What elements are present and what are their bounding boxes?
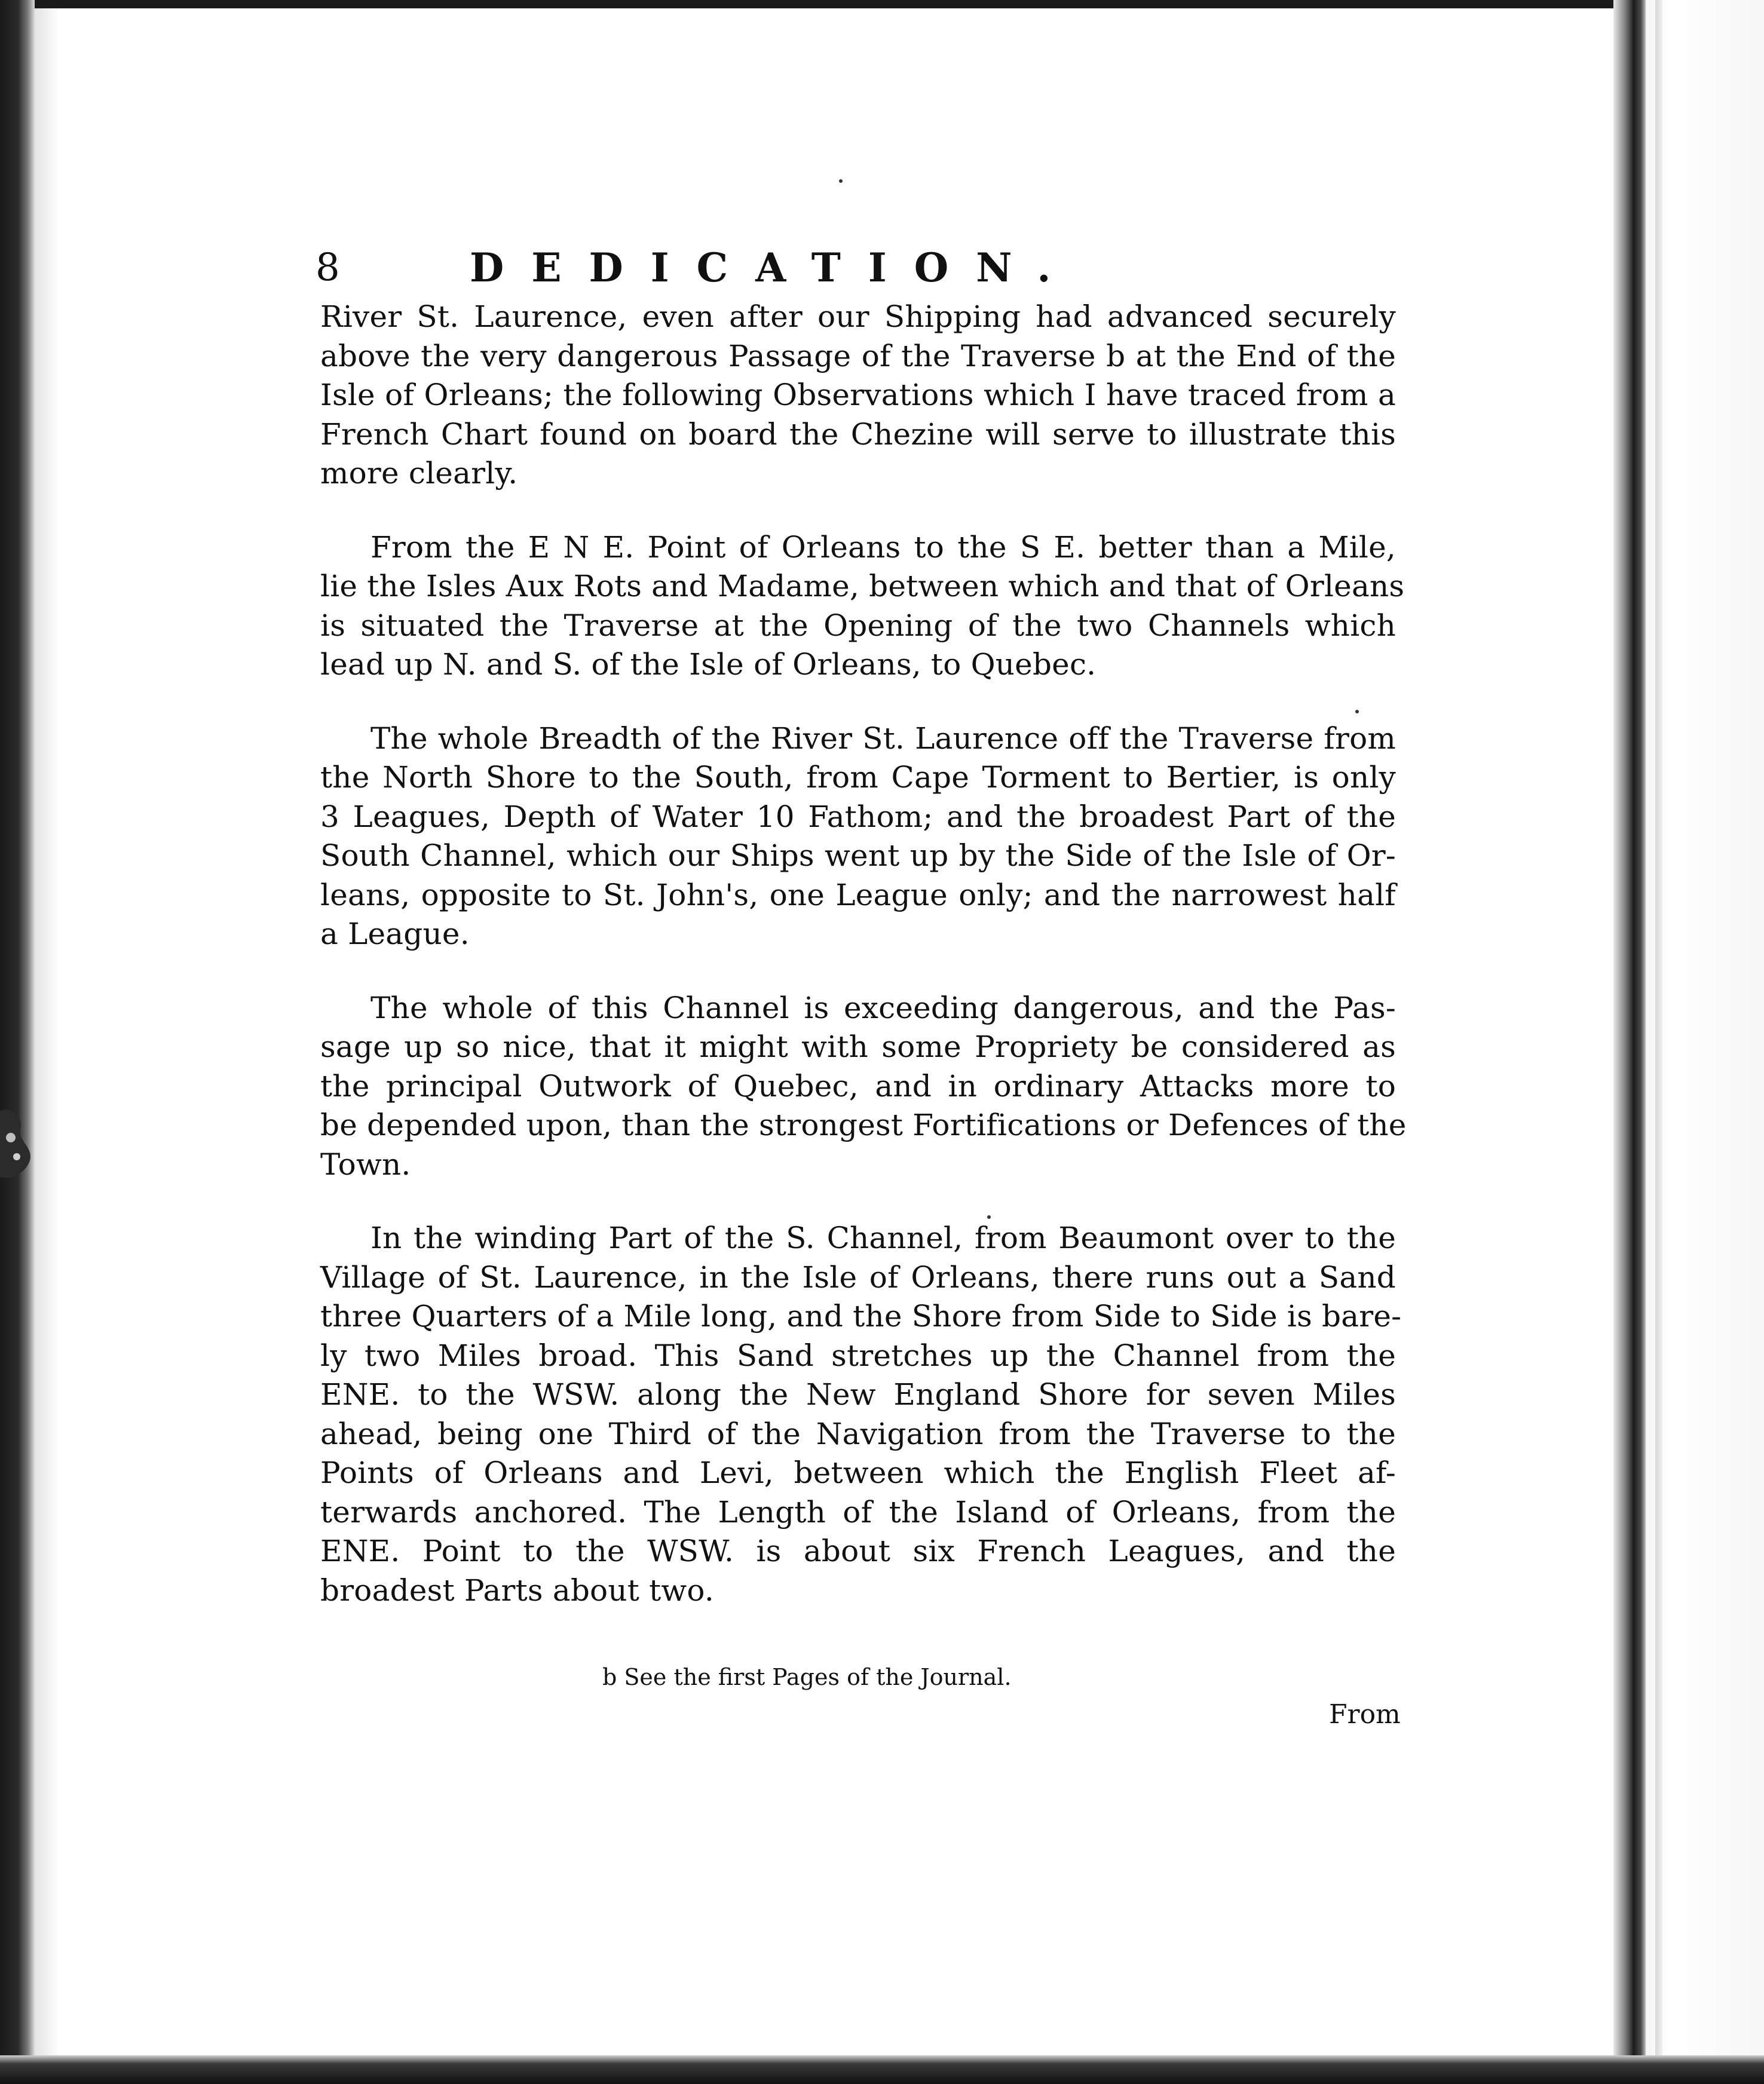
facing-page-edge (1655, 0, 1662, 2084)
text-line: sage up so nice, that it might with some Propriety be considered as (320, 1029, 1396, 1064)
paragraph (320, 719, 1396, 954)
text-line: three Quarters of a Mile long, and the Shore from Side to Side is bare- (320, 1299, 1402, 1334)
text-line: ahead, being one Third of the Navigation from the Traverse to the (320, 1416, 1396, 1451)
text-line: lead up N. and S. of the Isle of Orleans, to Quebec. (320, 647, 1097, 682)
text-line: In the winding Part of the S. Channel, from Beaumont over to the (370, 1221, 1396, 1255)
text-line: South Channel, which our Ships went up by the Side of the Isle of Or- (320, 838, 1396, 873)
paragraph (320, 298, 1396, 494)
text-line: ENE. Point to the WSW. is about six French Leagues, and the (320, 1534, 1396, 1568)
page-edge-shadow (35, 8, 59, 2055)
facing-page-strip (1646, 0, 1764, 2084)
text-line: terwards anchored. The Length of the Island of Orleans, from the (320, 1494, 1396, 1530)
footnote: b See the first Pages of the Journal. (602, 1664, 1012, 1690)
text-line: River St. Laurence, even after our Shipping had advanced securely (320, 299, 1396, 334)
page-header (316, 244, 1224, 292)
text-line: is situated the Traverse at the Opening of the two Channels which (320, 608, 1396, 643)
text-line: more clearly. (320, 456, 518, 491)
ink-blot-mark (0, 1105, 36, 1183)
book-spine-gutter (1613, 0, 1646, 2084)
page-number: 8 (316, 246, 340, 290)
text-line: the North Shore to the South, from Cape Torment to Bertier, is only (320, 760, 1396, 795)
print-speck (839, 179, 843, 183)
text-line: Points of Orleans and Levi, between which the English Fleet af- (320, 1455, 1396, 1490)
text-line: ly two Miles broad. This Sand stretches up the Channel from the (320, 1338, 1396, 1373)
text-line: lie the Isles Aux Rots and Madame, between which and that of Orleans (320, 569, 1405, 603)
paragraph (320, 1219, 1402, 1610)
text-line: The whole Breadth of the River St. Laurence off the Traverse from (370, 721, 1396, 756)
running-title: DEDICATION. (470, 244, 1079, 291)
print-speck (987, 1215, 991, 1219)
text-line: broadest Parts about two. (320, 1573, 714, 1608)
scan-border-left (0, 0, 35, 2084)
text-line: Town. (320, 1147, 411, 1182)
text-line: be depended upon, than the strongest Fortifications or Defences of the (320, 1108, 1407, 1142)
scan-border-top (0, 0, 1764, 8)
text-line: a League. (320, 917, 470, 951)
text-line: French Chart found on board the Chezine will serve to illustrate this (320, 416, 1396, 452)
paragraph (320, 989, 1407, 1185)
scan-border-bottom (0, 2055, 1764, 2084)
paragraph (320, 528, 1405, 685)
catchword: From (1329, 1699, 1401, 1730)
text-line: From the E N E. Point of Orleans to the S E. better than a Mile, (370, 529, 1396, 565)
text-line: The whole of this Channel is exceeding dangerous, and the Pas- (370, 990, 1396, 1025)
text-line: ENE. to the WSW. along the New England Shore for seven Miles (320, 1377, 1396, 1412)
text-line: leans, opposite to St. John's, one League only; and the narrowest half (320, 877, 1396, 912)
text-line: 3 Leagues, Depth of Water 10 Fathom; and the broadest Part of the (320, 799, 1396, 834)
body-text (320, 298, 1407, 1645)
text-line: the principal Outwork of Quebec, and in ordinary Attacks more to (320, 1068, 1396, 1104)
text-line: Isle of Orleans; the following Observations which I have traced from a (320, 378, 1396, 412)
text-line: Village of St. Laurence, in the Isle of Orleans, there runs out a Sand (320, 1259, 1396, 1295)
text-line: above the very dangerous Passage of the Traverse b at the End of the (320, 338, 1396, 373)
print-speck (1355, 710, 1359, 713)
